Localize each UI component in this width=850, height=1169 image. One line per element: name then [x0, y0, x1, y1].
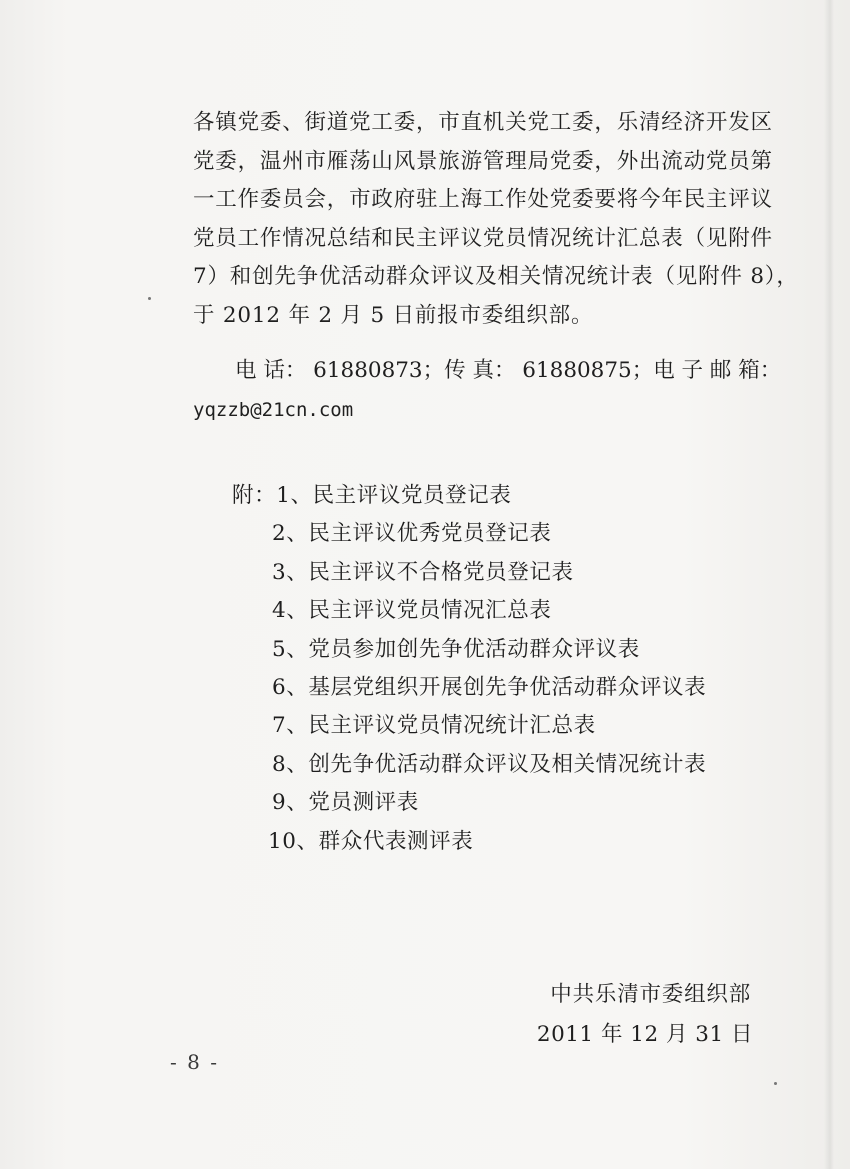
- body-line: 党委，温州市雁荡山风景旅游管理局党委，外出流动党员第: [193, 148, 773, 174]
- attachment-item: 3、民主评议不合格党员登记表: [272, 559, 574, 585]
- email-label: 电 子 邮 箱：: [653, 358, 782, 383]
- body-line: 于 2012 年 2 月 5 日前报市委组织部。: [193, 302, 594, 328]
- body-line: 7）和创先争优活动群众评议及相关情况统计表（见附件 8），: [193, 264, 799, 289]
- binding-shadow: [824, 0, 834, 1169]
- attachment-item: 10、群众代表测评表: [268, 828, 474, 854]
- signature-block: [537, 975, 753, 1055]
- contact-line: [193, 352, 782, 391]
- attachment-item: 9、党员测评表: [272, 790, 419, 816]
- attachment-list: [232, 477, 706, 861]
- attachment-item: 7、民主评议党员情况统计汇总表: [272, 713, 596, 739]
- page-number: - 8 -: [170, 1050, 219, 1074]
- scan-speck: [148, 297, 151, 300]
- email-address: yqzzb@21cn.com: [193, 398, 354, 421]
- attachment-item: 8、创先争优活动群众评议及相关情况统计表: [272, 751, 707, 777]
- phone-text: 电 话： 61880873；: [235, 358, 445, 383]
- issue-date: 2011 年 12 月 31 日: [536, 1022, 753, 1047]
- attachment-item: [232, 477, 706, 515]
- fax-text: 传 真： 61880875；: [444, 358, 654, 383]
- body-paragraph: [193, 104, 799, 335]
- issuing-organization: 中共乐清市委组织部: [550, 982, 751, 1007]
- scan-speck: [774, 1082, 777, 1085]
- body-line: 党员工作情况总结和民主评议党员情况统计汇总表（见附件: [193, 225, 773, 251]
- body-line: 一工作委员会，市政府驻上海工作处党委要将今年民主评议: [193, 187, 773, 212]
- attachment-item: 2、民主评议优秀党员登记表: [272, 521, 552, 547]
- body-line: 各镇党委、街道党工委，市直机关党工委，乐清经济开发区: [193, 110, 773, 135]
- attachment-item-label: 1、民主评议党员登记表: [276, 483, 512, 508]
- attachment-item: 4、民主评议党员情况汇总表: [272, 598, 552, 624]
- attachment-item: 6、基层党组织开展创先争优活动群众评议表: [272, 675, 707, 701]
- contact-block: [193, 352, 782, 429]
- attachment-prefix: 附：: [232, 483, 277, 508]
- attachment-item: 5、党员参加创先争优活动群众评议表: [272, 636, 640, 662]
